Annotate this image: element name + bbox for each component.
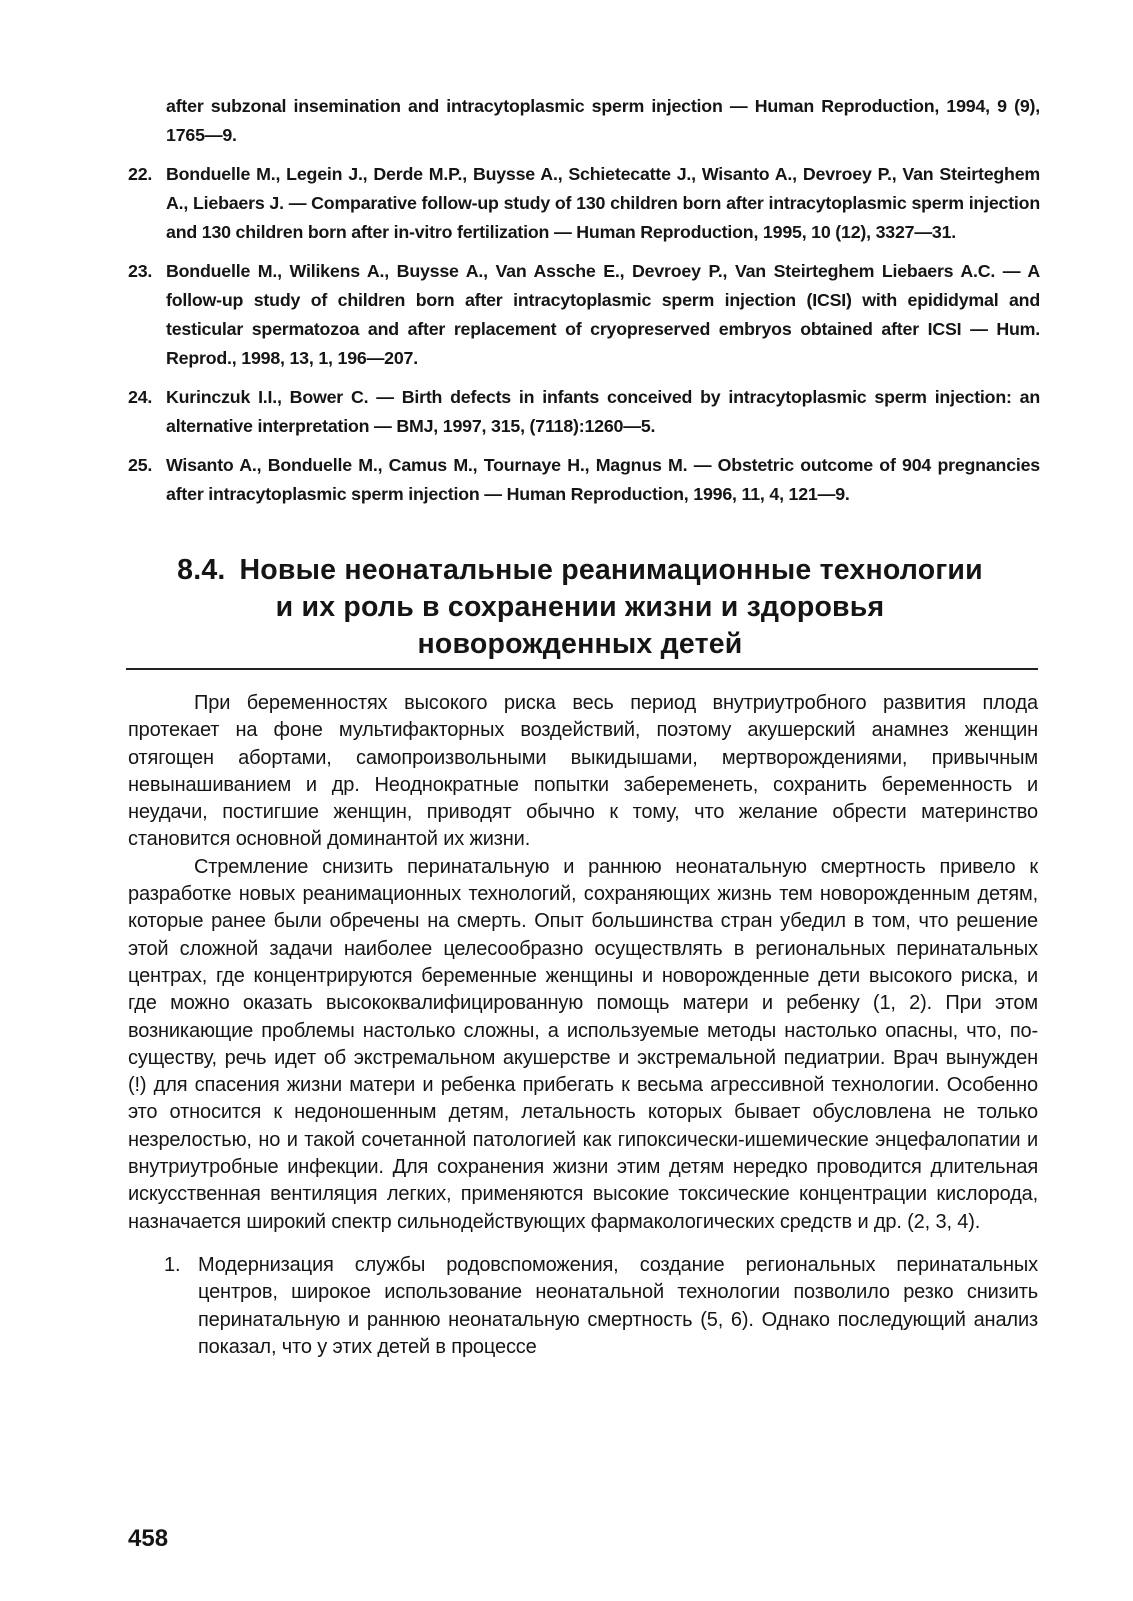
section-heading [120,552,1040,663]
section-number: 8.4. [177,554,226,586]
reference-text: Kurinczuk I.I., Bower C. — Birth defects in infants conceived by intracytoplasmic sperm injection: an alternative interpretation — BMJ, 1997, 315, (7118):1260—5. [166,387,1040,436]
reference-number: 22. [128,164,153,184]
heading-divider [126,668,1038,670]
section-body [128,690,1038,1361]
reference-item [128,451,1040,509]
section-title-part: Новые неонатальные реанимационные технологии [239,554,983,586]
section-heading-line-2: и их роль в сохранении жизни и здоровья [275,591,885,623]
page-number: 458 [128,1525,169,1552]
section-heading-line-1 [120,552,1040,589]
numbered-list [128,1252,1038,1361]
reference-item [128,160,1040,247]
body-paragraph: Стремление снизить перинатальную и раннюю неонатальную смертность привело к разработке новых реанимационных технологий, сохраняющих жизнь тем новорожденным детям, которые ранее были обречены на смерть. Опыт большинства стран убедил в том, что решение этой сложной задачи наиболее целесообразно осуществлять в региональных перинатальных центрах, где концентрируются беременные женщины и новорожденные дети высокого риска, и где можно оказать высококвалифицированную помощь матери и ребенку (1, 2). При этом возникающие проблемы настолько сложны, а используемые методы настолько опасны, что, по-существу, речь идет об экстремальном акушерстве и экстремальной педиатрии. Врач вынужден (!) для спасения жизни матери и ребенка прибегать к весьма агрессивной технологии. Особенно это относится к недоношенным детям, летальность которых бывает обусловлена не только незрелостью, но и такой сочетанной патологией как гипоксически-ишемические энцефалопатии и внутриутробные инфекции. Для сохранения жизни этим детям нередко проводится длительная искусственная вентиляция легких, применяются высокие токсические концентрации кислорода, назначается широкий спектр сильнодействующих фармакологических средств и др. (2, 3, 4). [128,855,1038,1233]
section-heading-line-3: новорожденных детей [417,628,743,660]
reference-text: Wisanto A., Bonduelle M., Camus M., Tournaye H., Magnus M. — Obstetric outcome of 904 pregnancies after intracytoplasmic sperm injection — Human Reproduction, 1996, 11, 4, 121—9. [166,455,1040,504]
reference-item [128,383,1040,441]
reference-text: Bonduelle M., Legein J., Derde M.P., Buysse A., Schietecatte J., Wisanto A., Devroey P., Van Steirteghem A., Liebaers J. — Comparative follow-up study of 130 children born after intracytoplasmic sperm injection and 130 children born after in-vitro fertilization — Human Reproduction, 1995, 10 (12), 3327—31. [166,164,1040,242]
reference-number: 23. [128,261,153,281]
reference-text: Bonduelle M., Wilikens A., Buysse A., Van Assche E., Devroey P., Van Steirteghem Liebaers A.C. — A follow-up study of children born after intracytoplasmic sperm injection (ICSI) with epididymal and testicular spermatozoa and after replacement of cryopreserved embryos obtained after ICSI — Hum. Reprod., 1998, 13, 1, 196—207. [166,261,1040,368]
reference-list [128,92,1040,519]
reference-number: 25. [128,455,153,475]
list-item [128,1252,1038,1361]
body-paragraph: При беременностях высокого риска весь период внутриутробного развития плода протекает на фоне мультифакторных воздействий, поэтому акушерский анамнез женщин отягощен абортами, самопроизвольными выкидышами, мертворождениями, привычным невынашиванием и др. Неоднократные попытки забеременеть, сохранить беременность и неудачи, постигшие женщин, приводят обычно к тому, что желание обрести материнство становится основной доминантой их жизни. [128,692,1038,851]
reference-item [128,257,1040,373]
reference-text: after subzonal insemination and intracytoplasmic sperm injection — Human Reproduction, 1994, 9 (9), 1765—9. [166,96,1040,145]
reference-number: 24. [128,387,153,407]
reference-continuation [128,92,1040,150]
list-item-number: 1. [164,1253,181,1276]
list-item-text: Модернизация службы родовспоможения, создание региональных перинатальных центров, широкое использование неонатальной технологии позволило резко снизить перинатальную и раннюю неонатальную смертность (5, 6). Однако последующий анализ показал, что у этих детей в процессе [198,1253,1038,1358]
